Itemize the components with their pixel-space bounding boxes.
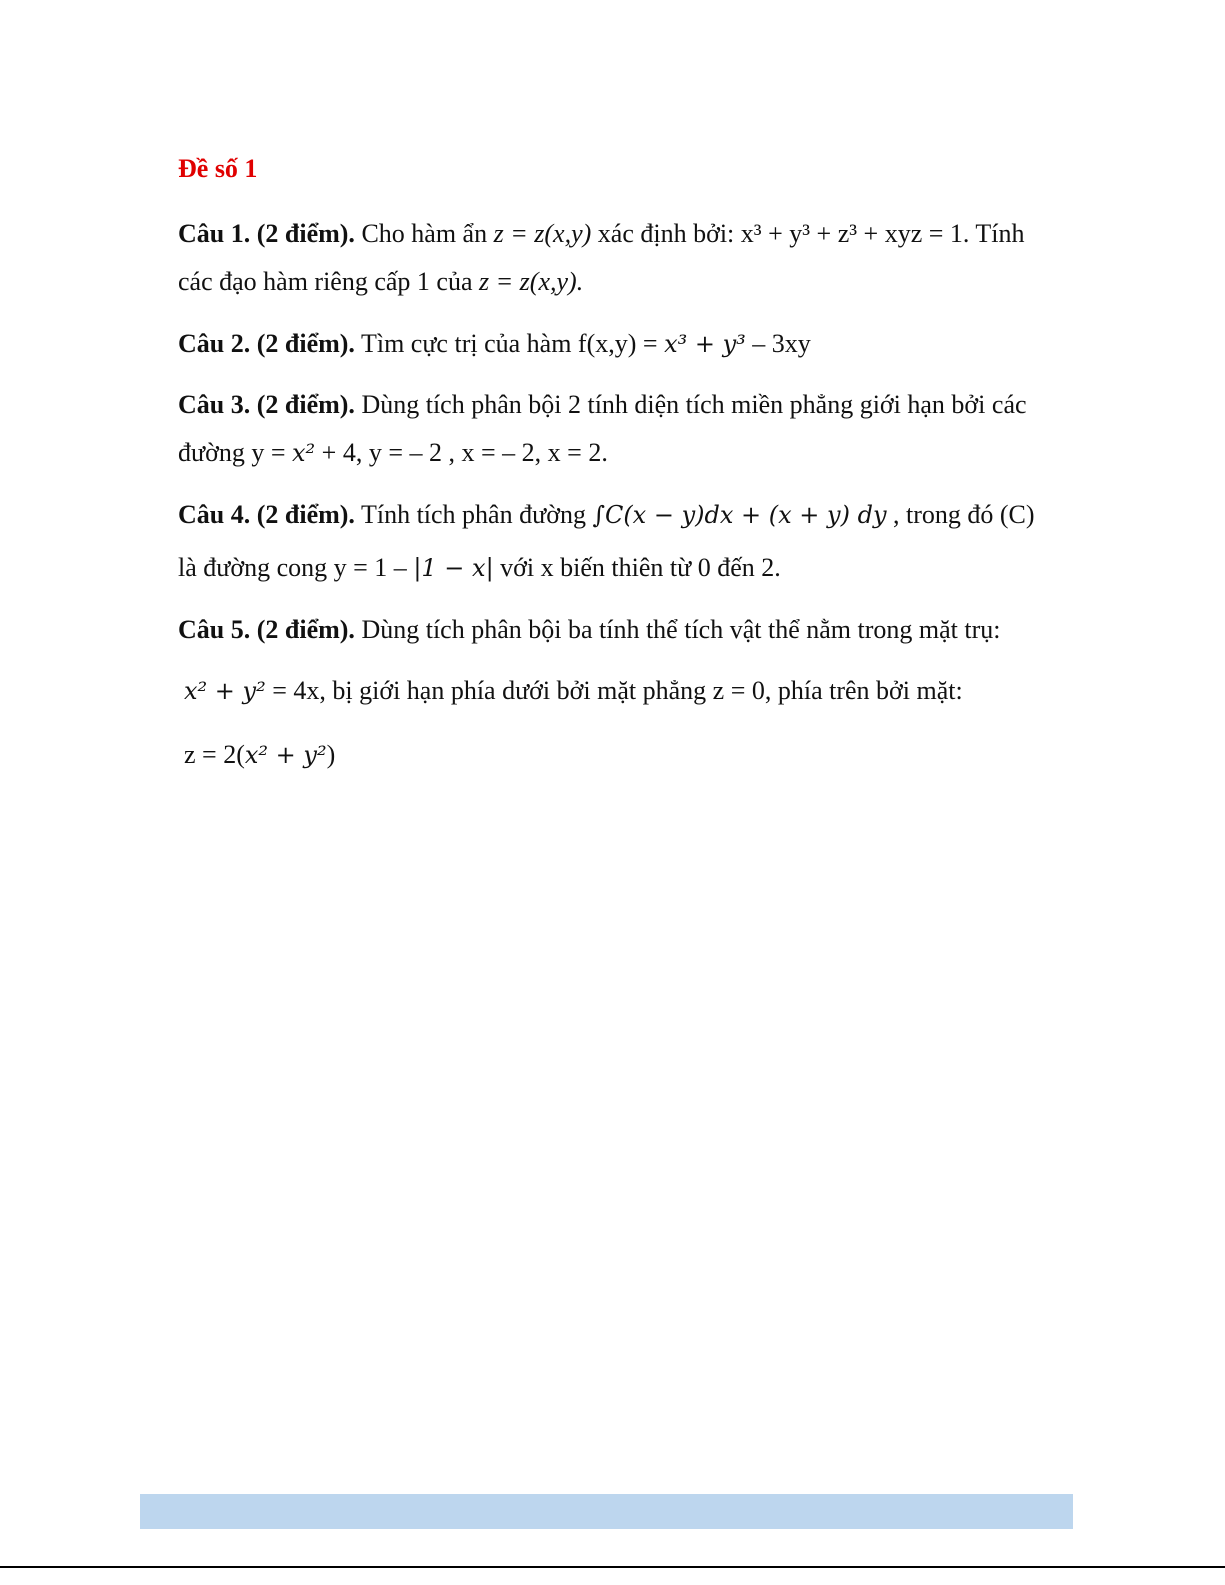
question-4-line-1 [178, 497, 1035, 533]
question-1-math-a: z = z(x,y) [493, 219, 592, 248]
question-5-math-b: x² + y² [244, 741, 327, 769]
page-bottom-rule [0, 1566, 1225, 1568]
question-4-math-b: |1 − x| [413, 554, 494, 582]
question-4-text-a: Tính tích phân đường [354, 500, 593, 529]
question-4-text-d: với x biến thiên từ 0 đến 2. [493, 553, 781, 582]
question-5-line-2 [184, 673, 963, 709]
question-2-text-a: Tìm cực trị của hàm f(x,y) = [354, 329, 665, 358]
question-3-line-2 [178, 435, 608, 471]
question-3-text-b: đường y = [178, 438, 293, 467]
question-5-label: Câu 5. (2 điểm). [178, 615, 355, 644]
question-1-line-1 [178, 216, 1025, 252]
footer-bar [140, 1494, 1073, 1529]
question-1-line-2 [178, 264, 583, 300]
question-5-line-1 [178, 612, 1000, 648]
question-5-text-c: z = 2( [184, 740, 245, 769]
question-3-line-1 [178, 387, 1027, 423]
question-5-line-3 [184, 737, 335, 773]
question-5-text-b: = 4x, bị giới hạn phía dưới bởi mặt phẳng z = 0, phía trên bởi mặt: [265, 676, 963, 705]
question-3-text-c: + 4, y = – 2 , x = – 2, x = 2. [315, 438, 608, 467]
question-1-math-b: z = z(x,y). [479, 267, 584, 296]
question-1-text-a: Cho hàm ẩn [354, 219, 494, 248]
question-1-label: Câu 1. (2 điểm). [178, 219, 355, 248]
question-1-text-b: xác định bởi: x³ + y³ + z³ + xyz = 1. Tính [591, 219, 1025, 248]
question-5-text-a: Dùng tích phân bội ba tính thể tích vật thể nằm trong mặt trụ: [354, 615, 1001, 644]
question-1-text-c: các đạo hàm riêng cấp 1 của [178, 267, 480, 296]
question-3-label: Câu 3. (2 điểm). [178, 390, 355, 419]
question-2-label: Câu 2. (2 điểm). [178, 329, 355, 358]
question-4-line-2 [178, 550, 781, 586]
question-2-line-1 [178, 326, 811, 362]
question-3-text-a: Dùng tích phân bội 2 tính diện tích miền phẳng giới hạn bởi các [354, 390, 1027, 419]
question-4-text-b: , trong đó (C) [886, 500, 1035, 529]
question-2-math-a: x³ + y³ [664, 330, 746, 358]
question-3-math-a: x² [292, 439, 316, 467]
exam-title: Đề số 1 [178, 154, 258, 183]
question-4-line-integral: ∫C(x − y)dx + (x + y) dy [592, 501, 887, 529]
question-2-text-b: – 3xy [745, 329, 811, 358]
question-4-label: Câu 4. (2 điểm). [178, 500, 355, 529]
question-5-text-d: ) [326, 740, 336, 769]
question-5-math-a: x² + y² [184, 677, 266, 705]
question-4-text-c: là đường cong y = 1 – [178, 553, 414, 582]
